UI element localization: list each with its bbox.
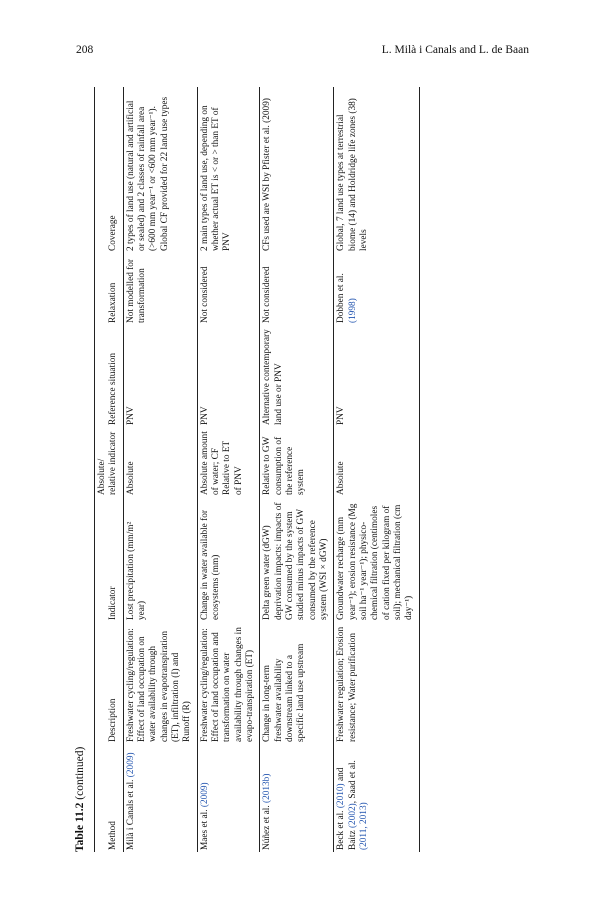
methods-table: [94, 87, 420, 852]
cell-method: Maes et al. (2009): [199, 782, 210, 850]
cell-method: Milà i Canals et al. (2009): [125, 752, 136, 850]
cell-indicator: Change in water available for ecosystems (mm): [199, 510, 221, 620]
citation-link[interactable]: (2013b): [262, 773, 273, 804]
table-caption-continued: (continued): [74, 746, 86, 800]
table-row: [197, 87, 260, 852]
cell-description: Change in long-term freshwater availability downstream linked to a specific land use upstream: [262, 643, 307, 742]
cell-description: Freshwater cycling/regulation: Effect of land occupation and transformation on water availability through changes in evapo-transpiration (ET): [199, 627, 255, 742]
cell-relaxation: Dobben et al. (1998): [336, 273, 358, 323]
cell-coverage: CFs used are WSI by Pfister et al. (2009): [262, 98, 273, 251]
col-header-reference-situation: Reference situation: [95, 325, 124, 427]
cell-indicator: Groundwater recharge (mm year⁻¹); erosion resistance (Mg soil ha⁻¹ year⁻¹); physico-chemical filtration (centimoles of cation fixed per kilogram of soil); mechanical filtration (cm day⁻¹): [336, 503, 415, 620]
cell-reference-situation: PNV: [199, 406, 210, 425]
citation-link[interactable]: (2011, 2013): [358, 802, 369, 850]
citation-link[interactable]: (1998): [347, 298, 358, 323]
table-header-row: [95, 87, 124, 852]
cell-relaxation: Not modelled for transformation: [125, 258, 147, 323]
citation-link[interactable]: (2002): [347, 803, 358, 829]
cell-coverage: 2 main types of land use, depending on whether actual ET is < or > than ET of PNV: [199, 105, 233, 251]
rotated-table-block: [72, 87, 532, 852]
cell-reference-situation: PNV: [125, 406, 136, 425]
cell-abs-rel: Absolute: [125, 461, 136, 495]
table-row: [123, 87, 197, 852]
table-caption-label: Table 11.2: [74, 802, 86, 852]
cell-description: Freshwater cycling/regulation: Effect of land occupation on water availability through changes in evapotranspiration (ET), infiltration (I) and Runoff (R): [125, 628, 193, 742]
cell-reference-situation: Alternative contemporary land use or PNV: [262, 329, 284, 425]
col-header-description: Description: [95, 622, 124, 744]
cell-abs-rel: Relative to GW consumption of the reference system: [262, 436, 307, 495]
cell-description: Freshwater regulation; Erosion resistance; Water purification: [336, 626, 358, 742]
page-number: 208: [76, 44, 94, 56]
cell-coverage: 2 types of land use (natural and artificial or sealed) and 2 classes of rainfall area (>600 mm year⁻¹ or <600 mm year⁻¹). Global CF provided for 22 land use types: [125, 96, 170, 251]
cell-indicator: Delta green water (dGW) deprivation impacts: impacts of GW consumed by the system studied minus impacts of GW consumed by the reference system (WSI × dGW): [262, 502, 329, 620]
col-header-method: Method: [95, 744, 124, 852]
cell-coverage: Global, 7 land use types at terrestrial biome (14) and Holdridge life zones (38) levels: [336, 98, 369, 251]
cell-abs-rel: Absolute amount of water; CF Relative to ET of PNV: [199, 431, 244, 495]
citation-link[interactable]: (2009): [199, 782, 210, 808]
cell-method: Núñez et al. (2013b): [262, 773, 273, 850]
col-header-relaxation: Relaxation: [95, 253, 124, 325]
cell-relaxation: Not considered: [199, 266, 210, 323]
running-head: L. Milà i Canals and L. de Baan: [381, 44, 529, 56]
citation-link[interactable]: (2009): [125, 752, 136, 778]
table-row: [260, 87, 334, 852]
col-header-indicator: Indicator: [95, 497, 124, 622]
table-row: [334, 87, 419, 852]
cell-indicator: Lost precipitation (mm/m² year): [125, 521, 147, 620]
col-header-coverage: Coverage: [95, 87, 124, 253]
col-header-absolute-relative: Absolute/ relative indicator: [95, 427, 124, 497]
cell-abs-rel: Absolute: [336, 461, 347, 495]
table-caption: [74, 747, 86, 852]
cell-method: Beck et al. (2010) and Baitz (2002), Saad et al. (2011, 2013): [336, 760, 369, 850]
cell-reference-situation: PNV: [336, 406, 347, 425]
citation-link[interactable]: (2010): [336, 783, 347, 809]
cell-relaxation: Not considered: [262, 266, 273, 323]
